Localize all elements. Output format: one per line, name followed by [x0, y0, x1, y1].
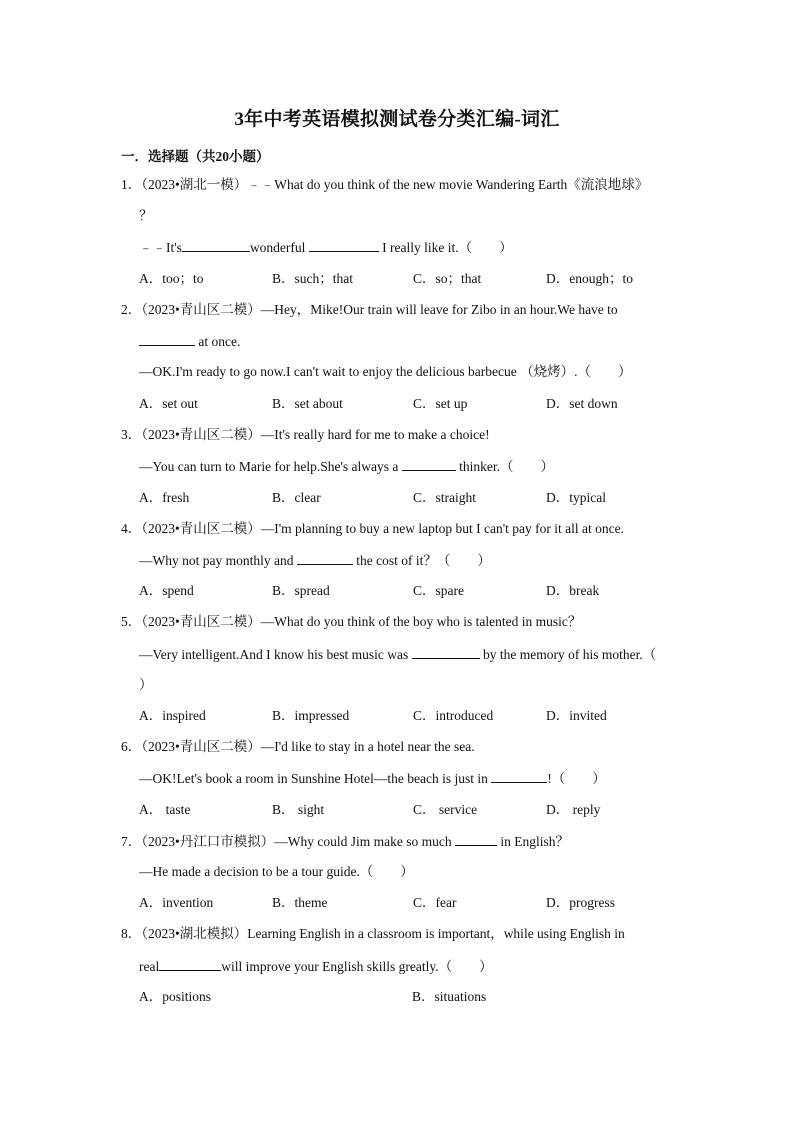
question-4	[121, 520, 677, 538]
option-d[interactable]: D．invited	[546, 708, 607, 723]
option-c[interactable]: C．spare	[413, 583, 464, 598]
answer-blank	[455, 832, 497, 846]
question-number: 3．	[121, 427, 142, 442]
question-5-answer-line: —Very intelligent.And I know his best music was by the memory of his mother.（	[139, 647, 657, 662]
question-stem: —It's really hard for me to make a choice!	[260, 427, 490, 442]
question-number: 1．	[121, 177, 142, 192]
option-d[interactable]: D．typical	[546, 490, 606, 505]
option-b[interactable]: B．set about	[272, 396, 343, 411]
option-c[interactable]: C．introduced	[413, 708, 494, 723]
question-stem: —I'm planning to buy a new laptop but I can't pay for it all at once.	[260, 521, 625, 536]
question-2-answer-line: —OK.I'm ready to go now.I can't wait to enjoy the delicious barbecue （烧烤）.（ ）	[139, 364, 632, 379]
option-b[interactable]: B．spread	[272, 583, 330, 598]
question-4-answer-line: —Why not pay monthly and the cost of it？（ ）	[139, 553, 491, 568]
question-8-answer-line: real will improve your English skills greatly.（ ）	[139, 959, 493, 974]
question-stem: Learning English in a classroom is important，while using English in	[247, 926, 625, 941]
question-source: （2023•湖北一模）	[141, 177, 248, 192]
answer-blank	[159, 957, 221, 971]
option-a[interactable]: A．inspired	[139, 708, 206, 723]
option-c[interactable]: C．fear	[413, 895, 457, 910]
question-1-answer-line: ﹣﹣It's wonderful I really like it.（ ）	[139, 240, 513, 255]
page-title: 3年中考英语模拟测试卷分类汇编-词汇	[234, 109, 560, 130]
option-b[interactable]: B．clear	[272, 490, 321, 505]
option-b[interactable]: B．such；that	[272, 271, 353, 286]
question-3	[121, 426, 677, 444]
question-8	[121, 925, 677, 943]
option-a[interactable]: A．set out	[139, 396, 198, 411]
question-2-stem-cont: at once.	[139, 332, 677, 351]
question-stem: —What do you think of the boy who is talented in music？	[260, 614, 582, 629]
answer-blank	[182, 238, 250, 252]
question-number: 4．	[121, 521, 142, 536]
option-d[interactable]: D． reply	[546, 802, 601, 817]
option-d[interactable]: D．progress	[546, 895, 615, 910]
option-a[interactable]: A．positions	[139, 989, 212, 1004]
option-c[interactable]: C． service	[413, 802, 478, 817]
option-a[interactable]: A．too；to	[139, 271, 204, 286]
option-b[interactable]: B．theme	[272, 895, 328, 910]
question-stem: —I'd like to stay in a hotel near the sea.	[260, 739, 475, 754]
question-source: （2023•青山区二模）	[141, 302, 261, 317]
question-stem: —Hey，Mike!Our train will leave for Zibo in an hour.We have to	[260, 302, 618, 317]
question-1	[121, 176, 677, 194]
question-source: （2023•青山区二模）	[141, 614, 261, 629]
question-number: 5．	[121, 614, 142, 629]
option-a[interactable]: A．fresh	[139, 490, 190, 505]
question-number: 6．	[121, 739, 142, 754]
question-source: （2023•丹江口市模拟）	[141, 834, 275, 849]
answer-blank	[491, 769, 547, 783]
question-number: 8．	[121, 926, 142, 941]
option-b[interactable]: B． sight	[272, 802, 325, 817]
question-number: 2．	[121, 302, 142, 317]
question-stem: ﹣﹣What do you think of the new movie Wandering Earth《流浪地球》	[247, 177, 649, 192]
answer-blank	[402, 457, 456, 471]
question-2	[121, 301, 677, 319]
option-c[interactable]: C．so；that	[413, 271, 482, 286]
question-3-answer-line: —You can turn to Marie for help.She's always a thinker.（ ）	[139, 459, 555, 474]
option-c[interactable]: C．straight	[413, 490, 476, 505]
question-6-answer-line: —OK!Let's book a room in Sunshine Hotel—the beach is just in !（ ）	[139, 771, 606, 786]
question-5-paren-close: ）	[139, 677, 153, 692]
option-a[interactable]: A．invention	[139, 895, 214, 910]
option-b[interactable]: B．situations	[412, 989, 487, 1004]
option-b[interactable]: B．impressed	[272, 708, 350, 723]
answer-blank	[297, 551, 353, 565]
question-source: （2023•青山区二模）	[141, 739, 261, 754]
answer-blank	[412, 645, 480, 659]
option-d[interactable]: D．break	[546, 583, 600, 598]
question-6	[121, 738, 677, 756]
question-source: （2023•青山区二模）	[141, 427, 261, 442]
option-c[interactable]: C．set up	[413, 396, 468, 411]
question-stem: —Why could Jim make so much	[274, 834, 452, 849]
answer-blank	[139, 332, 195, 346]
question-7: 7．（2023•丹江口市模拟）—Why could Jim make so much in English？	[121, 834, 569, 849]
question-1-stem-cont: ？	[139, 208, 153, 223]
section-heading: 一．选择题（共20小题）	[121, 149, 270, 164]
option-d[interactable]: D．enough；to	[546, 271, 633, 286]
question-5	[121, 613, 677, 631]
question-7-answer-line: —He made a decision to be a tour guide.（ ）	[139, 864, 414, 879]
question-number: 7．	[121, 834, 142, 849]
option-d[interactable]: D．set down	[546, 396, 618, 411]
option-a[interactable]: A． taste	[139, 802, 191, 817]
question-source: （2023•湖北模拟）	[141, 926, 248, 941]
option-a[interactable]: A．spend	[139, 583, 194, 598]
question-source: （2023•青山区二模）	[141, 521, 261, 536]
answer-blank	[309, 238, 379, 252]
